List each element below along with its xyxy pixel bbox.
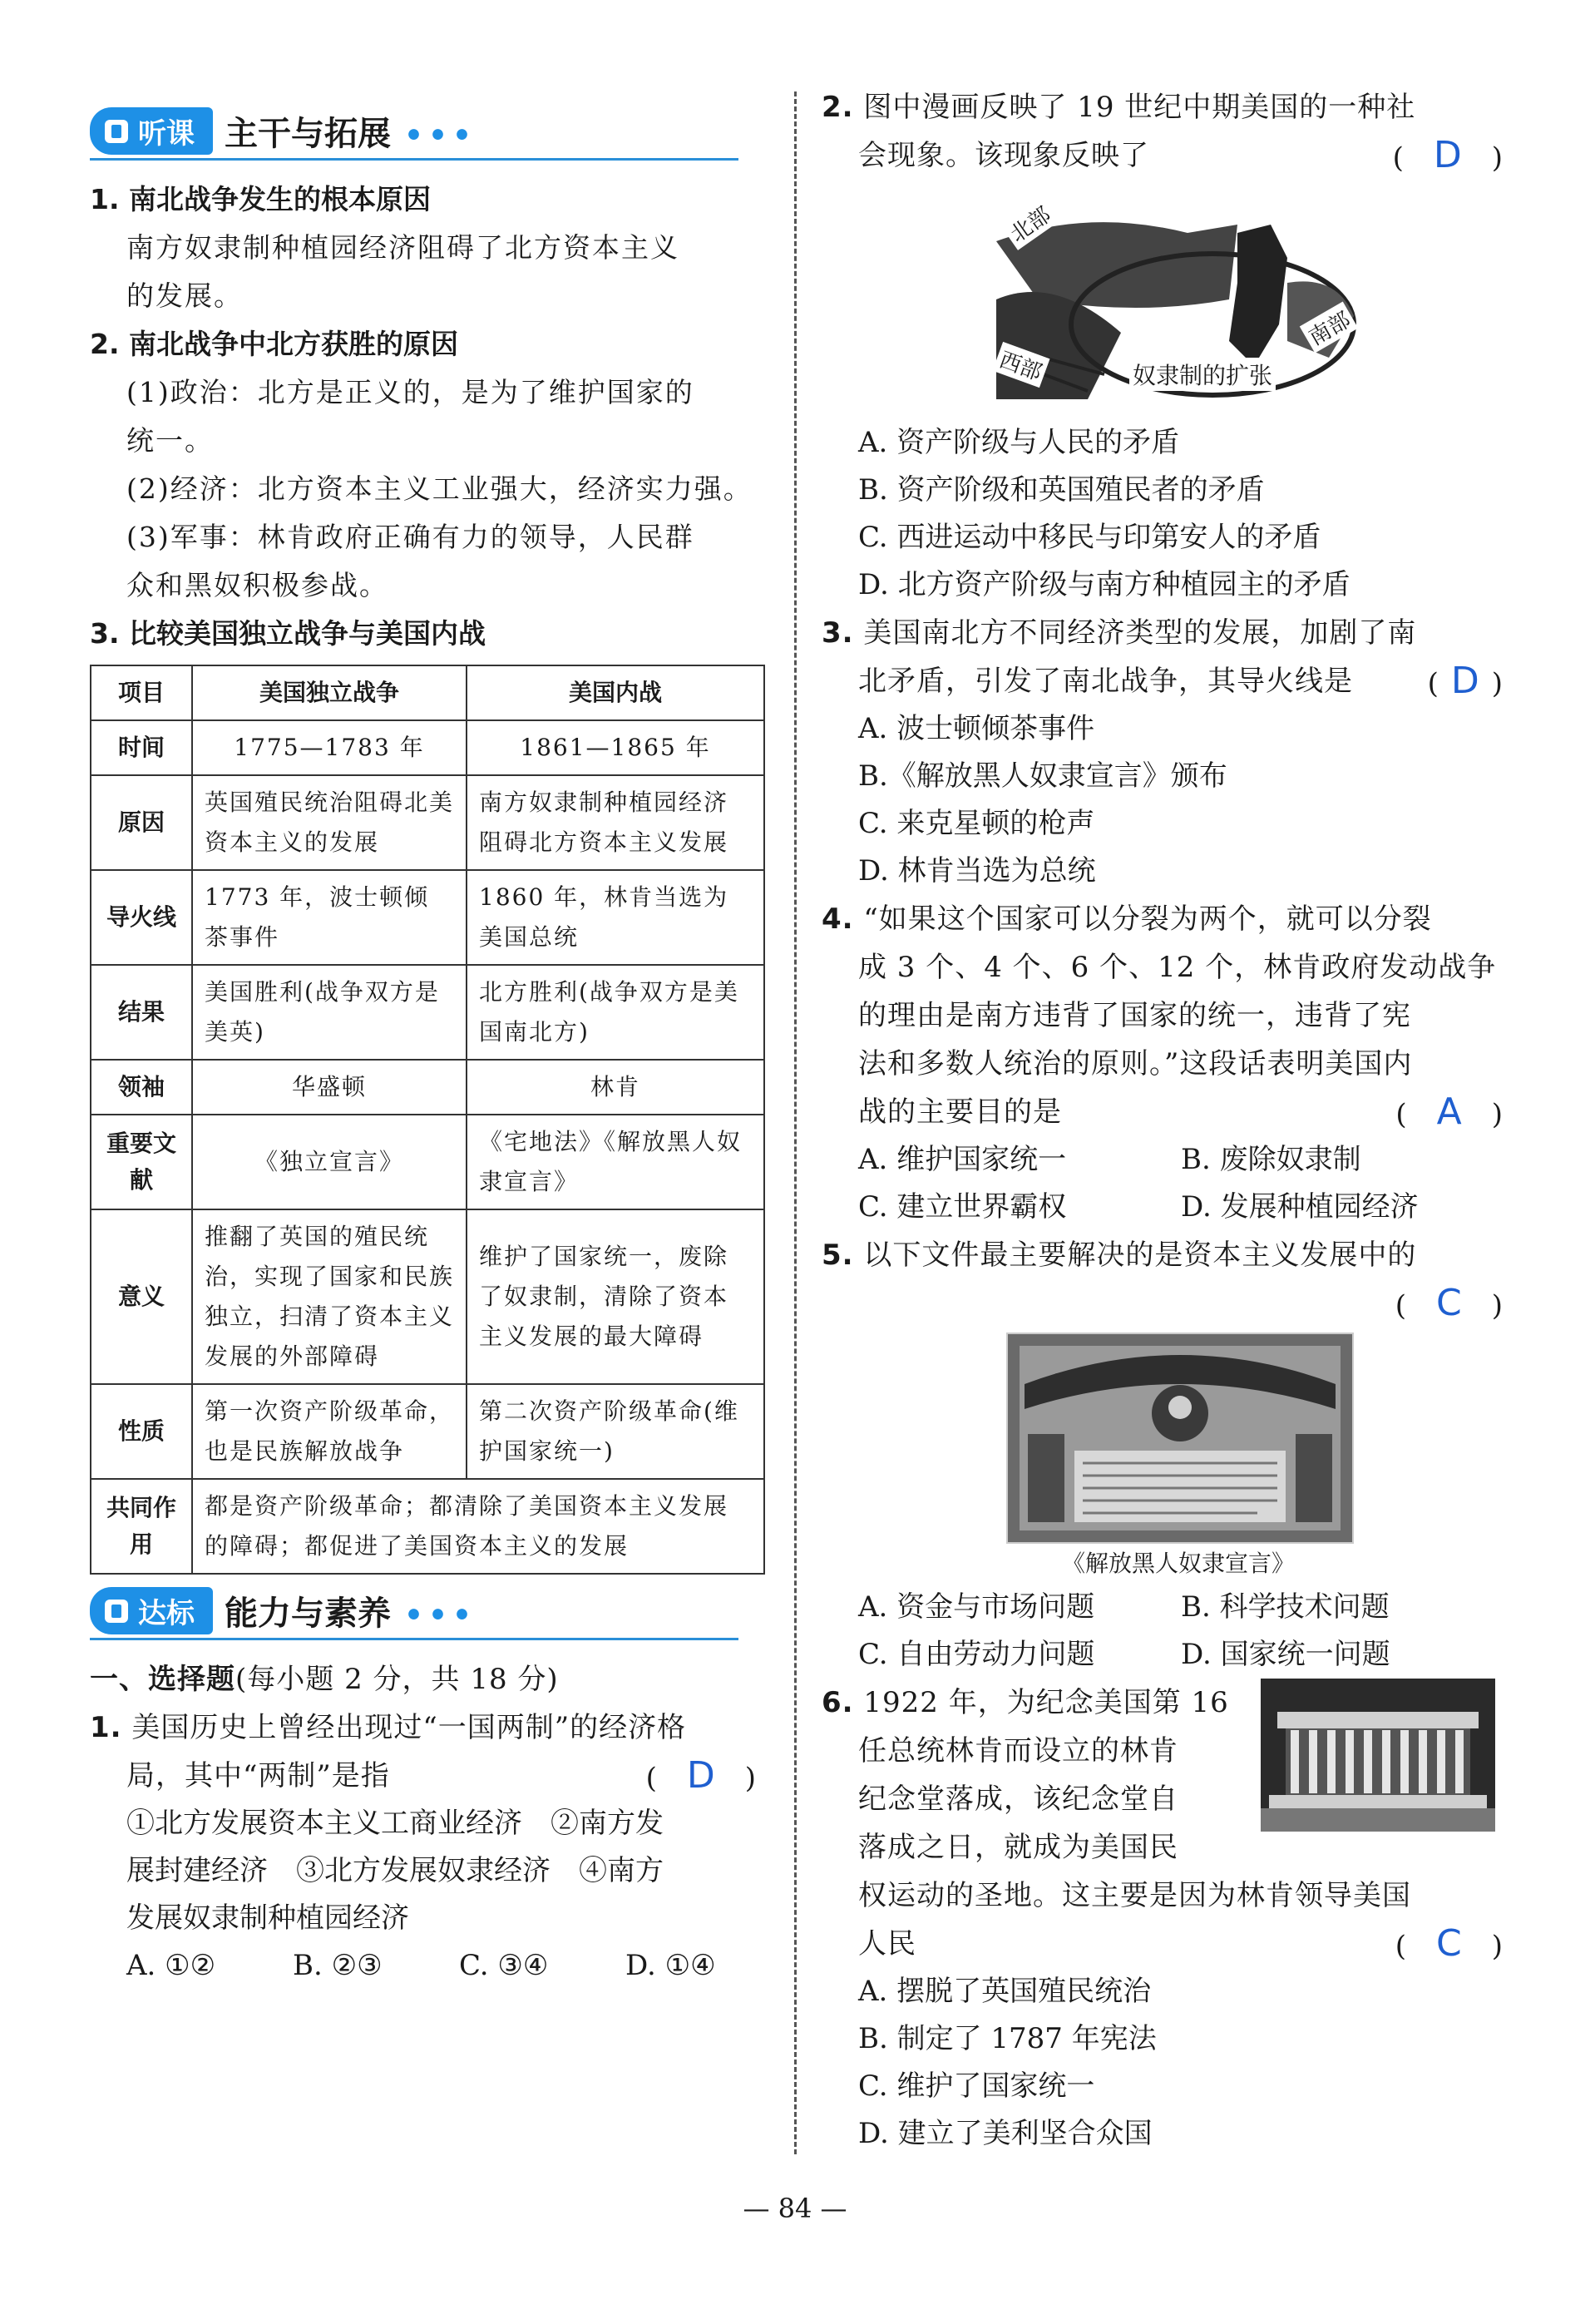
section-dots: ••• [404,118,477,153]
table-row: 共同作用 都是资产阶级革命；都清除了美国资本主义发展的障碍；都促进了美国资本主义的发展 [91,1479,764,1574]
table-row: 原因 英国殖民统治阻碍北美资本主义的发展 南方奴隶制种植园经济阻碍北方资本主义发展 [91,775,764,870]
table-header: 美国内战 [467,665,764,720]
book-icon [105,1600,128,1623]
table-row: 结果 美国胜利(战争双方是美英) 北方胜利(战争双方是美国南北方) [91,965,764,1060]
knowledge-item-3 [90,610,765,658]
knowledge-item-2: 2. 南北战争中北方获胜的原因 (1)政治：北方是正义的，是为了维护国家的 统一。 (2)经济：北方资本主义工业强大，经济实力强。 (3)军事：林肯政府正确有力的领导，人民群 众和黑奴积极参战。 [90,320,765,610]
answer-bracket: ( D ) [645,1754,757,1797]
table-header-row [91,665,764,720]
question-3: 3. 美国南北方不同经济类型的发展，加剧了南 北矛盾，引发了南北战争，其导火线是 ( D ) A. 波士顿倾茶事件 B.《解放黑人奴隶宣言》颁布 C. 来克星顿的枪声 D. 林肯当选为总统 [822,616,1504,888]
page-number: — 84 — [743,2193,847,2224]
answer-bracket: ( A ) [1395,1090,1504,1133]
answer-text: D [686,1754,716,1797]
item-heading: 1. 南北战争发生的根本原因 [90,183,431,215]
table-header: 美国独立战争 [192,665,467,720]
question-4: 4. “如果这个国家可以分裂为两个，就可以分裂 成 3 个、4 个、6 个、12 个，林肯政府发动战争 的理由是南方违背了国家的统一，违背了宪 法和多数人统治的原则。”这段话表明美国内 战的主要目的是 ( A ) A. 维护国家统一 B. 废除奴隶制 C. 建立世界霸权 D. 发展种植园经济 [822,895,1504,1231]
answer-text: A [1436,1090,1463,1133]
question-1: 1. 美国历史上曾经出现过“一国两制”的经济格 局，其中“两制”是指 ( D ) ①北方发展资本主义工商业经济 ②南方发 展封建经济 ③北方发展奴隶经济 ④南方 发展奴隶制种植园经济 A. ①② B. ②③ C. ③④ D. ①④ [90,1703,765,1990]
section-title: 主干与拓展 [225,115,391,153]
right-column [822,83,1504,2158]
book-icon [105,120,128,143]
item-heading: 3. 比较美国独立战争与美国内战 [90,617,486,650]
section-header-practice [90,1580,738,1640]
section-header-listen [90,100,738,161]
cartoon-label-west: 西部 [992,342,1049,388]
table-row: 时间 1775—1783 年 1861—1865 年 [91,720,764,775]
emancipation-proclamation-image [1006,1333,1354,1544]
question-2: 2. 图中漫画反映了 19 世纪中期美国的一种社 会现象。该现象反映了 ( D ) 北部 西部 南部 奴隶制的扩张 A. 资产阶级与人民的矛盾 B. 资产阶级和英国殖民者的矛盾 C. 西进运动中移民与印第安人的矛盾 D. 北方资产阶级与南方种植园主的矛盾 [822,91,1504,601]
comparison-table [90,665,765,1575]
exercise-heading: 一、选择题(每小题 2 分，共 18 分) [90,1663,559,1696]
section-title: 能力与素养 [225,1595,391,1633]
answer-text: C [1436,1282,1463,1324]
answer-bracket: ( D ) [1427,660,1504,702]
cartoon-label-north: 北部 [1000,196,1059,250]
table-row: 领袖 华盛顿 林肯 [91,1060,764,1115]
section-tag: 听课 [90,107,213,155]
knowledge-item-1: 1. 南北战争发生的根本原因 南方奴隶制种植园经济阻碍了北方资本主义 的发展。 [90,176,765,320]
answer-bracket: ( C ) [1395,1282,1504,1324]
answer-text: D [1433,134,1463,176]
cartoon-figure [988,200,1370,408]
table-row: 重要文献 《独立宣言》 《宅地法》《解放黑人奴隶宣言》 [91,1115,764,1209]
column-divider [794,91,797,2154]
table-row: 导火线 1773 年，波士顿倾茶事件 1860 年，林肯当选为美国总统 [91,870,764,965]
table-header: 项目 [91,665,192,720]
question-5: 5. 以下文件最主要解决的是资本主义发展中的 ( C ) 《解放黑人奴隶宣言》 A. 资金与市场问题 B. 科学技术问题 C. 自由劳动力问题 D. 国家统一问题 [822,1231,1504,1679]
cartoon-caption: 奴隶制的扩张 [1129,358,1276,391]
answer-bracket: ( C ) [1395,1922,1504,1965]
image-caption: 《解放黑人奴隶宣言》 [1061,1550,1295,1577]
option-row: C. 自由劳动力问题 D. 国家统一问题 [858,1638,1390,1671]
answer-text: D [1450,660,1480,702]
answer-bracket: ( D ) [1392,134,1504,176]
proclamation-figure [1006,1333,1351,1580]
section-tag: 达标 [90,1587,213,1634]
option-row: C. 建立世界霸权 D. 发展种植园经济 [858,1190,1419,1224]
table-row: 性质 第一次资产阶级革命，也是民族解放战争 第二次资产阶级革命(维护国家统一) [91,1384,764,1479]
cartoon-figure-rider [1229,225,1287,366]
question-6: 6. 1922 年，为纪念美国第 16 任总统林肯而设立的林肯 纪念堂落成，该纪念堂自 落成之日，就成为美国民 权运动的圣地。这主要是因为林肯领导美国 人民 ( C ) A. 摆脱了英国殖民统治 B. 制定了 1787 年宪法 C. 维护了国家统一 D. 建立了美利坚合众国 [822,1679,1504,2158]
option-row: A. 资金与市场问题 B. 科学技术问题 [858,1590,1390,1624]
answer-text: C [1436,1922,1463,1965]
option-row: A. ①② B. ②③ C. ③④ D. ①④ [126,1949,716,1982]
table-row: 意义 推翻了英国的殖民统治，实现了国家和民族独立，扫清了资本主义发展的外部障碍 维护了国家统一，废除了奴隶制，清除了资本主义发展的最大障碍 [91,1209,764,1384]
left-column [90,100,765,1990]
option-row: A. 维护国家统一 B. 废除奴隶制 [858,1143,1361,1176]
section-dots: ••• [404,1598,477,1633]
item-heading: 2. 南北战争中北方获胜的原因 [90,328,458,360]
cartoon-label-south: 南部 [1300,301,1358,353]
